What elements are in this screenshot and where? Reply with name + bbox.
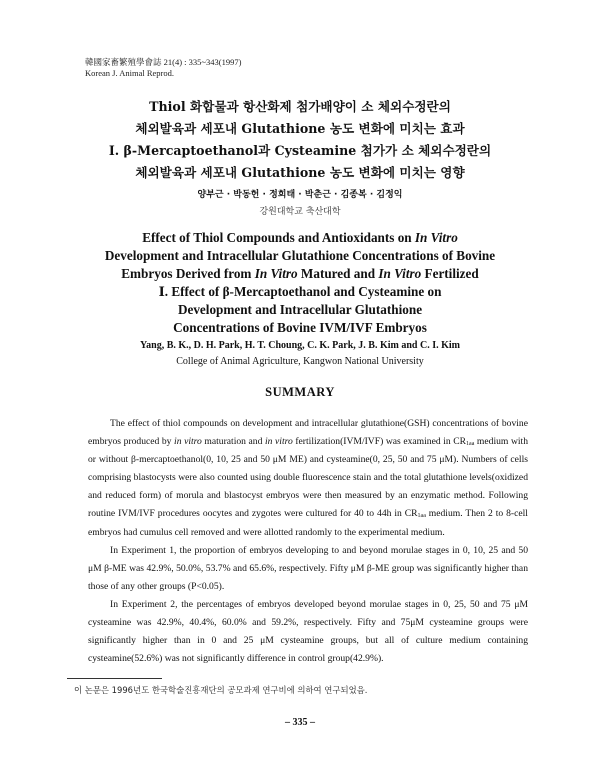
english-title — [0, 229, 600, 337]
footnote: 이 논문은 1996년도 한국학술진흥재단의 공모과제 연구비에 의하여 연구되었음. — [74, 685, 368, 695]
summary-body — [88, 415, 528, 668]
korean-title-line-3: Ⅰ. β-Mercaptoethanol과 Cysteamine 첨가가 소 체외수정란의 — [108, 143, 492, 158]
korean-title-line-4: 체외발육과 세포내 Glutathione 농도 변화에 미치는 영향 — [135, 165, 465, 180]
english-authors: Yang, B. K., D. H. Park, H. T. Choung, C. K. Park, J. B. Kim and C. I. Kim — [140, 340, 460, 351]
title-text: Fertilized — [421, 266, 479, 281]
summary-heading: SUMMARY — [265, 385, 335, 399]
english-affiliation: College of Animal Agriculture, Kangwon National University — [176, 356, 424, 367]
title-italic: In Vitro — [378, 266, 422, 281]
title-italic: In Vitro — [414, 230, 458, 245]
footnote-rule — [67, 678, 162, 679]
korean-title-line-2: 체외발육과 세포내 Glutathione 농도 변화에 미치는 효과 — [135, 121, 465, 136]
korean-title-line-1: Thiol 화합물과 항산화제 첨가배양이 소 체외수정란의 — [149, 99, 451, 114]
summary-paragraph-3: In Experiment 2, the percentages of embryos developed beyond morulae stages in 0, 25, 50 and 75 μM cysteamine was 42.9%, 40.4%, 60.0% and 59.2%, respectively. Fifty and 75μM cysteamine groups were significantly higher than in 0 and 25 μM cysteamine groups, but all of culture medium containing cysteamine(52.6%) was not significantly difference in control group(42.9%). — [88, 598, 528, 665]
journal-citation: 韓國家畜繁殖學會誌 21(4) : 335~343(1997) — [85, 57, 242, 67]
journal-header — [85, 57, 241, 79]
english-title-line-5: Development and Intracellular Glutathione — [177, 302, 423, 317]
korean-affiliation: 강원대학교 축산대학 — [259, 207, 341, 217]
english-title-line-3 — [0, 265, 600, 283]
summary-italic: in vitro — [264, 436, 293, 448]
english-title-line-6: Concentrations of Bovine IVM/IVF Embryos — [173, 320, 427, 335]
english-title-line-1 — [0, 229, 600, 247]
title-text: Embryos Derived from — [121, 266, 255, 281]
summary-subscript: 1aa — [466, 441, 475, 448]
summary-paragraph-2: In Experiment 1, the proportion of embryos developing to and beyond morulae stages in 0, 10, 25 and 50 μM β-ME was 42.9%, 50.0%, 53.7% and 65.6%, respectively. Fifty μM β-ME group was significantly higher than those of any other groups (P<0.05). — [88, 544, 528, 592]
summary-subscript: 1aa — [417, 513, 426, 520]
journal-name: Korean J. Animal Reprod. — [85, 68, 174, 78]
page-number: – 335 – — [285, 717, 315, 728]
english-title-line-2: Development and Intracellular Glutathione Concentrations of Bovine — [104, 248, 496, 263]
title-italic: In Vitro — [254, 266, 298, 281]
summary-paragraph-1 — [88, 415, 528, 542]
title-text: Matured and — [297, 266, 379, 281]
summary-text: The effect of thiol compounds on development and intracellular glutathione(GSH) concentrations of bovine embryos produced by — [88, 418, 528, 448]
title-text: Effect of Thiol Compounds and Antioxidants on — [142, 230, 415, 245]
summary-text: medium. Then 2 to 8-cell embryos had cumulus cell removed and were allotted randomly to the experimental medium. — [88, 508, 528, 538]
summary-text: fertilization(IVM/IVF) was examined in CR — [292, 436, 467, 448]
summary-italic: in vitro — [174, 436, 202, 448]
summary-text: maturation and — [201, 436, 265, 448]
english-title-line-4: Ⅰ. Effect of β-Mercaptoethanol and Cysteamine on — [158, 284, 442, 299]
korean-title — [0, 96, 600, 184]
korean-authors: 양부근 · 박동헌 · 정희태 · 박춘근 · 김종복 · 김정익 — [197, 190, 403, 200]
summary-text: medium with or without β-mercaptoethanol(0, 10, 25 and 50 μM ME) and cysteamine(0, 25, 50 and 75 μM). Numbers of cells comprising blastocysts were also counted using double fluorescence stain and the total glutathione levels(oxidized and reduced form) of morula and blastocyst embryos were then measured by an enzymatic method. Following routine IVM/IVF procedures oocytes and zygotes were cultured for 40 to 44h in CR — [88, 436, 529, 520]
